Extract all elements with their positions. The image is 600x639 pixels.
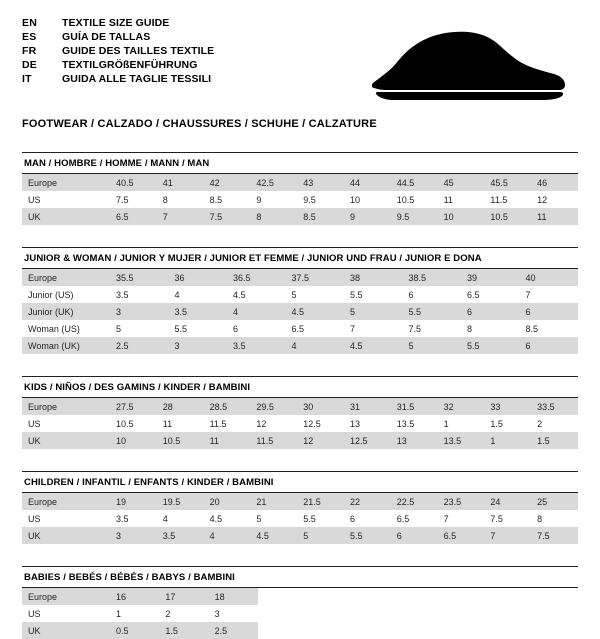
cell: 8.5	[297, 208, 344, 225]
cell: 3.5	[116, 289, 129, 300]
cell: 6	[408, 289, 414, 300]
language-title: GUIDA ALLE TAGLIE TESSILI	[62, 73, 212, 85]
block-title: JUNIOR & WOMAN / JUNIOR Y MUJER / JUNIOR ET FEMME / JUNIOR UND FRAU / JUNIOR E DONA	[24, 253, 482, 264]
divider	[22, 152, 578, 153]
cell: 5.5	[350, 289, 363, 300]
cell: 8	[467, 323, 473, 334]
cell: 10	[349, 194, 360, 205]
language-row	[22, 60, 214, 74]
language-row	[22, 18, 214, 32]
cell: 5.5	[174, 323, 188, 334]
row-label: UK	[22, 432, 110, 449]
cell: 6.5	[396, 513, 410, 524]
cell: 39	[461, 269, 520, 286]
row-label: Woman (UK)	[22, 337, 110, 354]
cell: 12.5	[344, 432, 391, 449]
table-row	[22, 303, 578, 320]
divider	[22, 376, 578, 377]
language-row	[22, 74, 214, 88]
cell: 1.5	[531, 432, 578, 449]
row-label: Woman (US)	[28, 323, 80, 334]
cell: 11	[443, 194, 453, 205]
cell: 5	[116, 323, 122, 334]
cell: 7	[350, 323, 356, 334]
cell: 7	[484, 527, 531, 544]
block-title: BABIES / BEBÉS / BÉBÉS / BABYS / BAMBINI	[24, 572, 235, 583]
size-block-babies	[22, 566, 578, 639]
cell: 23.5	[438, 493, 485, 510]
cell: 12	[256, 418, 267, 429]
cell: 7	[443, 513, 449, 524]
language-title: GUIDE DES TAILLES TEXTILE	[62, 45, 215, 57]
cell: 3	[110, 303, 169, 320]
cell: 27.5	[110, 398, 157, 415]
cell: 31	[344, 398, 391, 415]
language-title-list	[22, 18, 214, 88]
cell: 10.5	[484, 208, 531, 225]
cell: 10.5	[116, 418, 134, 429]
cell: 20	[204, 493, 251, 510]
cell: 33	[484, 398, 531, 415]
cell: 0.5	[110, 622, 159, 639]
cell: 6	[349, 513, 355, 524]
cell: 45	[438, 174, 485, 191]
cell: 3.5	[169, 303, 228, 320]
cell: 9.5	[391, 208, 438, 225]
cell: 1	[484, 432, 531, 449]
cell: 4	[162, 513, 168, 524]
cell: 6	[461, 303, 520, 320]
cell: 9.5	[303, 194, 316, 205]
cell: 13.5	[396, 418, 415, 429]
cell: 21.5	[297, 493, 344, 510]
cell: 5	[297, 527, 344, 544]
table-row	[22, 415, 578, 432]
divider	[22, 471, 578, 472]
cell: 7.5	[531, 527, 578, 544]
cell: 5	[291, 289, 297, 300]
cell: 9	[256, 194, 262, 205]
cell: 8	[162, 194, 168, 205]
row-label: Europe	[22, 398, 110, 415]
row-label: UK	[22, 527, 110, 544]
cell: 8.5	[525, 323, 539, 334]
cell: 18	[209, 588, 258, 605]
cell: 8.5	[209, 194, 223, 205]
dress-shoe-icon	[368, 26, 568, 106]
cell: 1	[443, 418, 449, 429]
cell: 7	[525, 289, 531, 300]
cell: 11.5	[209, 418, 227, 429]
table-row	[22, 510, 578, 527]
cell: 19.5	[157, 493, 204, 510]
table-row	[22, 432, 578, 449]
cell: 3	[110, 527, 157, 544]
cell: 1	[116, 608, 122, 619]
language-row	[22, 46, 214, 60]
cell: 4.5	[286, 303, 345, 320]
cell: 17	[159, 588, 208, 605]
cell: 12	[537, 194, 548, 205]
block-title: MAN / HOMBRE / HOMME / MANN / MAN	[24, 158, 210, 169]
language-code: IT	[22, 73, 32, 85]
cell: 2.5	[209, 622, 258, 639]
cell: 43	[297, 174, 344, 191]
cell: 7.5	[116, 194, 129, 205]
cell: 5	[344, 303, 403, 320]
cell: 37.5	[286, 269, 345, 286]
table-row	[22, 622, 258, 639]
cell: 7	[157, 208, 204, 225]
table-row	[22, 174, 578, 191]
row-label: Europe	[22, 269, 110, 286]
cell: 13	[391, 432, 438, 449]
cell: 5.5	[344, 527, 391, 544]
cell: 6.5	[467, 289, 480, 300]
row-label: Europe	[22, 493, 110, 510]
cell: 16	[110, 588, 159, 605]
cell: 1.5	[490, 418, 503, 429]
divider	[22, 566, 578, 567]
cell: 6	[520, 337, 579, 354]
cell: 3	[169, 337, 228, 354]
size-table-children	[22, 493, 578, 544]
cell: 6	[391, 527, 438, 544]
cell: 30	[297, 398, 344, 415]
language-code: FR	[22, 45, 37, 57]
cell: 6	[520, 303, 579, 320]
cell: 35.5	[110, 269, 169, 286]
table-row	[22, 269, 578, 286]
table-row	[22, 191, 578, 208]
cell: 42	[204, 174, 251, 191]
cell: 19	[110, 493, 157, 510]
table-row	[22, 588, 258, 605]
cell: 24	[484, 493, 531, 510]
cell: 5	[403, 337, 462, 354]
row-label: Junior (US)	[28, 289, 74, 300]
cell: 11.5	[250, 432, 297, 449]
cell: 7.5	[204, 208, 251, 225]
table-row	[22, 286, 578, 303]
cell: 4.5	[233, 289, 246, 300]
size-table-babies	[22, 588, 258, 639]
cell: 40.5	[110, 174, 157, 191]
cell: 8	[537, 513, 543, 524]
cell: 11.5	[490, 194, 508, 205]
cell: 3.5	[227, 337, 286, 354]
cell: 10	[110, 432, 157, 449]
row-label: UK	[22, 208, 110, 225]
cell: 4.5	[344, 337, 403, 354]
cell: 41	[157, 174, 204, 191]
cell: 46	[531, 174, 578, 191]
language-code: DE	[22, 59, 37, 71]
cell: 5	[256, 513, 262, 524]
cell: 3.5	[116, 513, 129, 524]
cell: 3	[214, 608, 220, 619]
cell: 32	[438, 398, 485, 415]
cell: 38.5	[403, 269, 462, 286]
cell: 36	[169, 269, 228, 286]
cell: 4	[227, 303, 286, 320]
cell: 6.5	[110, 208, 157, 225]
row-label: US	[28, 513, 41, 524]
language-title: TEXTILGRÖßENFÜHRUNG	[62, 59, 198, 71]
cell: 29.5	[250, 398, 297, 415]
cell: 6.5	[438, 527, 485, 544]
cell: 31.5	[391, 398, 438, 415]
cell: 36.5	[227, 269, 286, 286]
cell: 10.5	[157, 432, 204, 449]
cell: 40	[520, 269, 579, 286]
cell: 11	[204, 432, 251, 449]
cell: 8	[250, 208, 297, 225]
block-title: CHILDREN / INFANTIL / ENFANTS / KINDER / BAMBINI	[24, 477, 274, 488]
divider	[22, 247, 578, 248]
cell: 7.5	[490, 513, 503, 524]
cell: 13.5	[438, 432, 485, 449]
cell: 7.5	[408, 323, 422, 334]
cell: 33.5	[531, 398, 578, 415]
cell: 21	[250, 493, 297, 510]
cell: 13	[349, 418, 360, 429]
cell: 12	[297, 432, 344, 449]
cell: 45.5	[484, 174, 531, 191]
size-table-junior-woman	[22, 269, 578, 354]
cell: 10	[438, 208, 485, 225]
size-block-junior-woman	[22, 247, 578, 354]
cell: 4	[286, 337, 345, 354]
cell: 44.5	[391, 174, 438, 191]
row-label: UK	[22, 622, 110, 639]
row-label: US	[28, 608, 41, 619]
cell: 9	[344, 208, 391, 225]
table-row	[22, 320, 578, 337]
size-table-kids	[22, 398, 578, 449]
cell: 42.5	[250, 174, 297, 191]
table-row	[22, 605, 258, 622]
cell: 6	[233, 323, 239, 334]
cell: 2	[165, 608, 171, 619]
cell: 38	[344, 269, 403, 286]
cell: 5.5	[403, 303, 462, 320]
cell: 4	[174, 289, 180, 300]
cell: 12.5	[303, 418, 321, 429]
language-code: ES	[22, 31, 37, 43]
size-block-man	[22, 152, 578, 225]
footwear-section-title: FOOTWEAR / CALZADO / CHAUSSURES / SCHUHE / CALZATURE	[22, 118, 377, 130]
cell: 4.5	[209, 513, 223, 524]
language-row	[22, 32, 214, 46]
cell: 28.5	[204, 398, 251, 415]
row-label: Europe	[22, 174, 110, 191]
language-code: EN	[22, 17, 37, 29]
cell: 6.5	[291, 323, 305, 334]
cell: 4.5	[250, 527, 297, 544]
table-row	[22, 398, 578, 415]
row-label: US	[28, 194, 41, 205]
cell: 2.5	[110, 337, 169, 354]
cell: 28	[157, 398, 204, 415]
cell: 44	[344, 174, 391, 191]
size-table-man	[22, 174, 578, 225]
size-block-kids	[22, 376, 578, 449]
row-label: US	[28, 418, 41, 429]
table-row	[22, 493, 578, 510]
block-title: KIDS / NIÑOS / DES GAMINS / KINDER / BAMBINI	[24, 382, 251, 393]
cell: 5.5	[303, 513, 316, 524]
table-row	[22, 208, 578, 225]
cell: 22	[344, 493, 391, 510]
cell: 1.5	[159, 622, 208, 639]
cell: 25	[531, 493, 578, 510]
cell: 4	[204, 527, 251, 544]
row-label: Europe	[22, 588, 110, 605]
size-block-children	[22, 471, 578, 544]
cell: 5.5	[461, 337, 520, 354]
cell: 11	[531, 208, 578, 225]
language-title: TEXTILE SIZE GUIDE	[62, 17, 170, 29]
row-label: Junior (UK)	[22, 303, 110, 320]
cell: 3.5	[157, 527, 204, 544]
cell: 10.5	[396, 194, 415, 205]
table-row	[22, 527, 578, 544]
header	[22, 18, 578, 106]
language-title: GUÍA DE TALLAS	[62, 31, 151, 43]
cell: 11	[162, 418, 173, 429]
cell: 22.5	[391, 493, 438, 510]
table-row	[22, 337, 578, 354]
cell: 2	[537, 418, 543, 429]
